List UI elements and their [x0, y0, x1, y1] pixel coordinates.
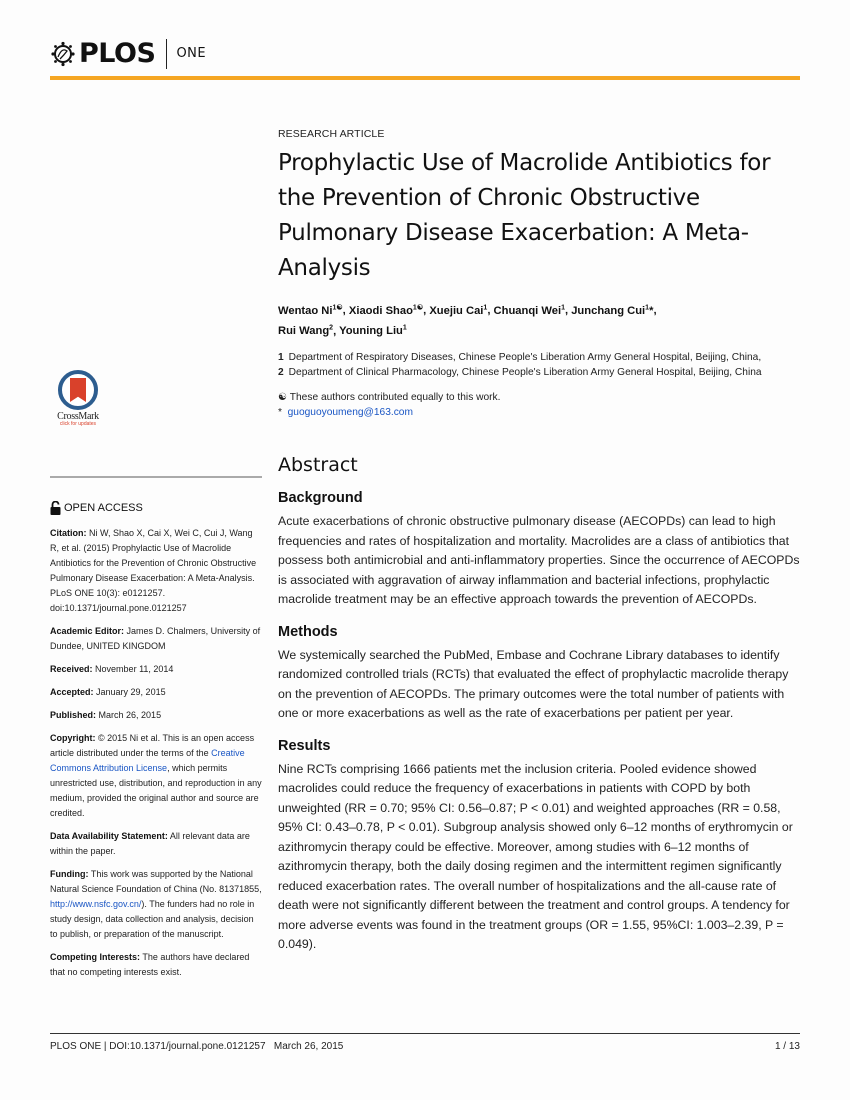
footer-citation: PLOS ONE | DOI:10.1371/journal.pone.0121257 March 26, 2015: [50, 1041, 344, 1052]
page-footer: [50, 1041, 800, 1052]
section-heading: Results: [278, 737, 331, 754]
section-text: Acute exacerbations of chronic obstructive pulmonary disease (AECOPDs) can lead to high frequencies and rates of hospitalization and mortality. Macrolides are a class of antibiotics that possess both antimicrobial and anti-inflammatory properties. Since the occurrence of AECOPDs is associated with aggravation of airway inflammation and bacterial infections, prophylactic macrolide treatment may be an effective approach towards the prevention of AECOPDs.: [278, 514, 800, 607]
affiliation: 1 Department of Respiratory Diseases, Chinese People's Liberation Army General Hospital, Beijing, China,: [278, 352, 762, 364]
author-list: Wentao $Ni^{1☯}$, Xiaodi Shao$^{1☯}$, Xuejiu Cai$^1$, Chuanqi Wei$^1$, Junchang Cui$^1$*, Rui Wang$^2$, Youning Liu$^1$: [278, 304, 657, 338]
main-column: [278, 128, 800, 955]
author[interactable]: Junchang Cui$^1$*: [571, 304, 654, 317]
competing-interests: Competing Interests: The authors have declared that no competing interests exist.: [50, 952, 250, 977]
published-date: Published: March 26, 2015: [50, 710, 162, 720]
section-heading: Background: [278, 490, 363, 507]
journal-logo[interactable]: [50, 38, 206, 69]
section-heading: Methods: [278, 623, 338, 640]
sidebar-divider: [50, 476, 262, 478]
logo-plos-text: PLOS: [79, 38, 156, 69]
copyright: Copyright: © 2015 Ni et al. This is an open access article distributed under the terms of the Creative Commons Attribution License, which permits unrestricted use, distribution, and reproduction in any medium, provided the original author and source are credited.: [50, 733, 262, 818]
crossmark-badge[interactable]: CrossMark click for updates: [50, 370, 106, 427]
author[interactable]: Xiaodi Shao$^{1☯}$: [348, 304, 424, 317]
author[interactable]: Wentao $Ni^{1☯}$: [278, 304, 343, 317]
abstract-heading: Abstract: [278, 454, 358, 477]
unlock-icon: [50, 501, 61, 515]
author[interactable]: Chuanqi Wei$^1$: [493, 304, 565, 317]
citation: Citation: Ni W, Shao X, Cai X, Wei C, Cui J, Wang R, et al. (2015) Prophylactic Use of Macrolide Antibiotics for the Prevention of Chronic Obstructive Pulmonary Disease Exacerbation: A Meta-Analysis. PLoS ONE 10(3): e0121257. doi:10.1371/journal.pone.0121257: [50, 528, 257, 613]
plos-globe-icon: [50, 41, 76, 67]
equal-contribution-icon: ☯: [278, 392, 288, 404]
open-access-label: OPEN ACCESS: [50, 501, 143, 515]
abstract-results: [278, 738, 800, 955]
author[interactable]: Rui Wang$^2$: [278, 324, 334, 338]
page-number: 1 / 13: [774, 1041, 800, 1052]
funding: Funding: This work was supported by the National Natural Science Foundation of China (No. 81371855, http://www.nsfc.gov.cn/). The funders had no role in study design, data collection and analysis, decision to publish, or preparation of the manuscript.: [50, 869, 262, 939]
funder-link[interactable]: http://www.nsfc.gov.cn/: [50, 899, 142, 909]
license-link[interactable]: Creative Commons Attribution License: [50, 748, 245, 773]
sidebar: [50, 370, 262, 977]
article-metadata: [50, 526, 262, 988]
logo-journal-text: ONE: [176, 46, 207, 61]
received-date: Received: November 11, 2014: [50, 664, 174, 674]
accepted-date: Accepted: January 29, 2015: [50, 687, 166, 697]
author[interactable]: Youning Liu$^1$: [339, 324, 407, 338]
article-type: RESEARCH ARTICLE: [278, 128, 385, 140]
affiliation: 2 Department of Clinical Pharmacology, Chinese People's Liberation Army General Hospital, Beijing, China: [278, 367, 762, 379]
section-text: Nine RCTs comprising 1666 patients met the inclusion criteria. Pooled evidence showed macrolides could reduce the frequency of exacerbations in patients with COPD by both unweighted (RR = 0.70; 95% CI: 0.56–0.87; P < 0.01) and weighted approaches (RR = 0.58, 95% CI: 0.43–0.78, P < 0.01). Subgroup analysis showed only 6–12 months of erythromycin or azithromycin therapy could be effective. Moreover, among studies with 6–12 months of azithromycin therapy, both the daily dosing regimen and the intermittent regimen significantly reduced exacerbation rates. The overall number of hospitalizations and the all-cause rate of death were not significantly different between the treatment and control groups. A tendency for more adverse events was found in the treatment groups (OR = 1.55, 95%CI: 1.003–2.39, P = 0.049).: [278, 761, 793, 952]
article-title: Prophylactic Use of Macrolide Antibiotics for the Prevention of Chronic Obstructive Pulmonary Disease Exacerbation: A Meta-Analysis: [278, 150, 771, 281]
header-accent-bar: [50, 76, 800, 80]
corresponding-author-note: * guoguoyoumeng@163.com: [278, 407, 413, 419]
data-availability: Data Availability Statement: All relevant data are within the paper.: [50, 831, 250, 856]
corresponding-email-link[interactable]: guoguoyoumeng@163.com: [287, 407, 413, 419]
crossmark-icon: [58, 370, 98, 410]
affiliations: [278, 350, 800, 380]
logo-divider: [166, 39, 167, 69]
academic-editor: Academic Editor: James D. Chalmers, University of Dundee, UNITED KINGDOM: [50, 626, 261, 651]
footer-divider: [50, 1033, 800, 1034]
abstract-background: [278, 490, 800, 610]
abstract-methods: [278, 624, 800, 724]
equal-contribution-note: ☯ These authors contributed equally to this work.: [278, 392, 501, 404]
author[interactable]: Xuejiu Cai$^1$: [429, 304, 488, 317]
section-text: We systemically searched the PubMed, Embase and Cochrane Library databases to identify randomized controlled trials (RCTs) that evaluated the effect of prophylactic macrolide therapy on the prevention of AECOPDs. The primary outcomes were the total number of patients with one or more exacerbations as well as the rate of exacerbations per patient per year.: [278, 647, 789, 721]
author-notes: [278, 390, 800, 420]
